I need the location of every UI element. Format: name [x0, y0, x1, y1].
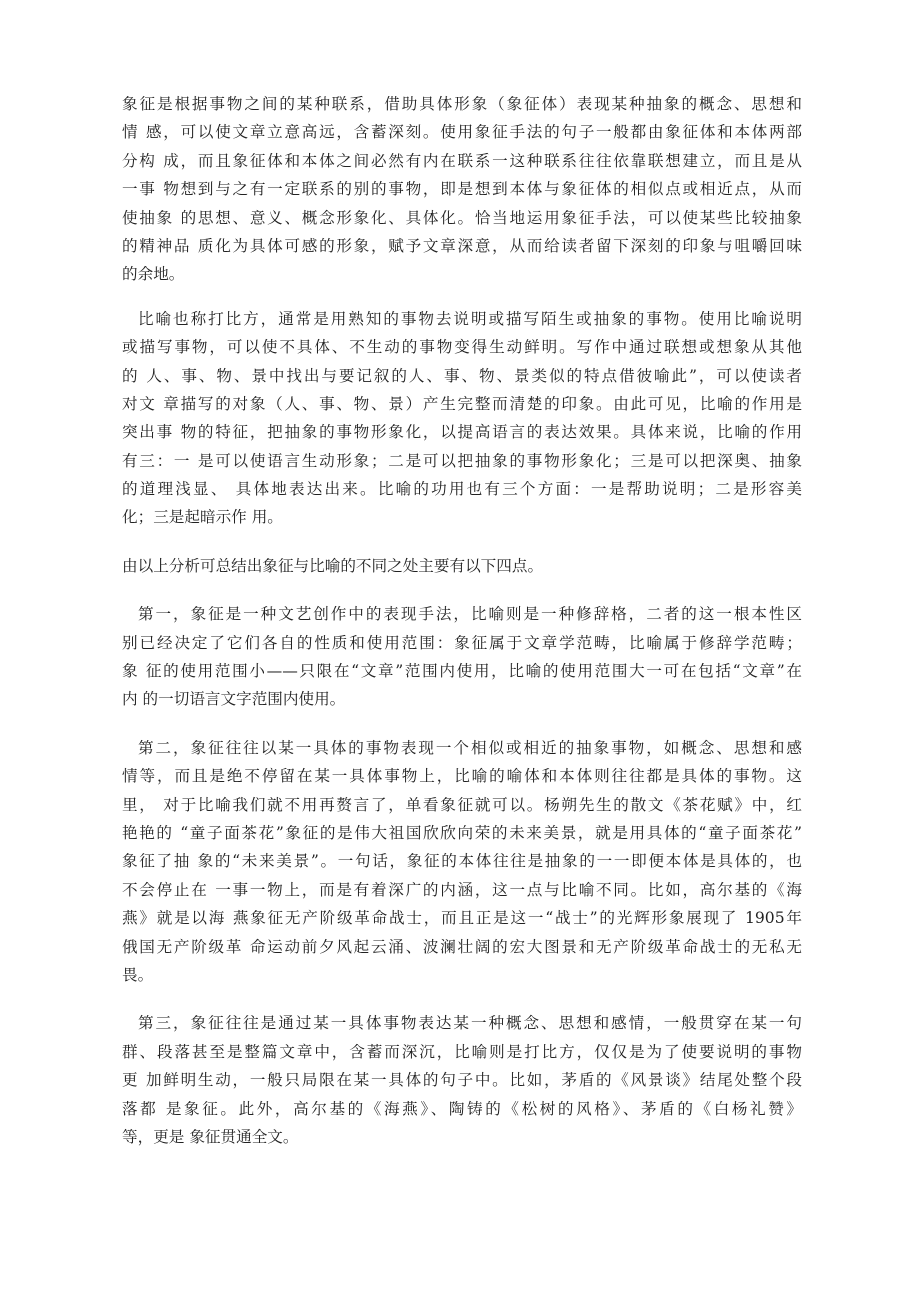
paragraph: [122, 305, 802, 532]
text-line: 或描写事物，可以使不具体、不生动的事物变得生动鲜明。写作中通过联想或想象从其他: [122, 338, 802, 357]
text-line: 象征了抽 象的“未来美景”。一句话，象征的本体往往是抽象的一一即便本体是具体的，也: [122, 852, 802, 871]
text-line: 艳艳的 “童子面茶花”象征的是伟大祖国欣欣向荣的未来美景，就是用具体的“童子面茶花”: [122, 823, 802, 842]
text-line: 等，更是 象征贯通全文。: [122, 1127, 299, 1146]
paragraph: [122, 552, 802, 580]
text-line: 落都 是象征。此外，高尔基的《海燕》、陶铸的《松树的风格》、茅盾的《白杨礼赞》: [122, 1099, 802, 1118]
text-line: 化；三是起暗示作 用。: [122, 508, 283, 527]
text-line: 内 的一切语言文字范围内使用。: [122, 690, 346, 709]
text-line: 对文 章描写的对象（人、事、物、景）产生完整而清楚的印象。由此可见，比喻的作用是: [122, 394, 802, 413]
text-line: 的 人、事、物、景中找出与要记叙的人、事、物、景类似的特点借彼喻此”，可以使读者: [122, 366, 802, 385]
text-line: 的精神品 质化为具体可感的形象，赋予文章深意，从而给读者留下深刻的印象与咀嚼回味: [122, 236, 802, 255]
text-line: 情 感，可以使文章立意高远，含蓄深刻。使用象征手法的句子一般都由象征体和本体两部: [122, 123, 802, 142]
text-line: 突出事 物的特征，把抽象的事物形象化，以提高语言的表达效果。具体来说，比喻的作用: [122, 423, 802, 442]
paragraph: [122, 90, 802, 289]
text-line: 俄国无产阶级革 命运动前夕风起云涌、波澜壮阔的宏大图景和无产阶级革命战士的无私无: [122, 937, 802, 956]
text-line: 第一，象征是一种文艺创作中的表现手法，比喻则是一种修辞格，二者的这一根本性区: [138, 605, 802, 624]
text-line: 燕》就是以海 燕象征无产阶级革命战士，而且正是这一“战士”的光辉形象展现了 1905年: [122, 909, 802, 928]
text-line: 比喻也称打比方，通常是用熟知的事物去说明或描写陌生或抽象的事物。使用比喻说明: [138, 309, 802, 328]
text-line: 里， 对于比喻我们就不用再赘言了，单看象征就可以。杨朔先生的散文《茶花赋》中，红: [122, 795, 802, 814]
text-line: 畏。: [122, 965, 154, 984]
paragraph: [122, 600, 802, 714]
text-line: 群、段落甚至是整篇文章中，含蓄而深沉，比喻则是打比方，仅仅是为了使要说明的事物: [122, 1042, 802, 1061]
text-line: 的余地。: [122, 265, 185, 284]
document-body: [122, 90, 802, 1171]
text-line: 第三，象征往往是通过某一具体事物表达某一种概念、思想和感情，一般贯穿在某一句: [138, 1014, 802, 1033]
text-line: 别已经决定了它们各自的性质和使用范围：象征属于文章学范畴，比喻属于修辞学范畴；: [122, 633, 802, 652]
paragraph: [122, 734, 802, 990]
text-line: 有三：一 是可以使语言生动形象；二是可以把抽象的事物形象化；三是可以把深奥、抽象: [122, 451, 802, 470]
text-line: 的道理浅显、 具体地表达出来。比喻的功用也有三个方面：一是帮助说明；二是形容美: [122, 480, 802, 499]
text-line: 分构 成，而且象征体和本体之间必然有内在联系一这种联系往往依靠联想建立，而且是从: [122, 151, 802, 170]
text-line: 不会停止在 一事一物上，而是有着深广的内涵，这一点与比喻不同。比如，高尔基的《海: [122, 880, 802, 899]
text-line: 更 加鲜明生动，一般只局限在某一具体的句子中。比如，茅盾的《风景谈》结尾处整个段: [122, 1071, 802, 1090]
text-line: 使抽象 的思想、意义、概念形象化、具体化。恰当地运用象征手法，可以使某些比较抽象: [122, 208, 802, 227]
text-line: 由以上分析可总结出象征与比喻的不同之处主要有以下四点。: [122, 556, 544, 575]
text-line: 一事 物想到与之有一定联系的别的事物，即是想到本体与象征体的相似点或相近点，从而: [122, 180, 802, 199]
text-line: 象征是根据事物之间的某种联系，借助具体形象（象征体）表现某种抽象的概念、思想和: [122, 95, 802, 113]
text-line: 象 征的使用范围小——只限在“文章”范围内使用，比喻的使用范围大一可在包括“文章”在: [122, 662, 802, 681]
text-line: 第二，象征往往以某一具体的事物表现一个相似或相近的抽象事物，如概念、思想和感: [138, 738, 802, 757]
paragraph: [122, 1009, 802, 1151]
text-line: 情等，而且是绝不停留在某一具体事物上，比喻的喻体和本体则往往都是具体的事物。这: [122, 767, 802, 786]
